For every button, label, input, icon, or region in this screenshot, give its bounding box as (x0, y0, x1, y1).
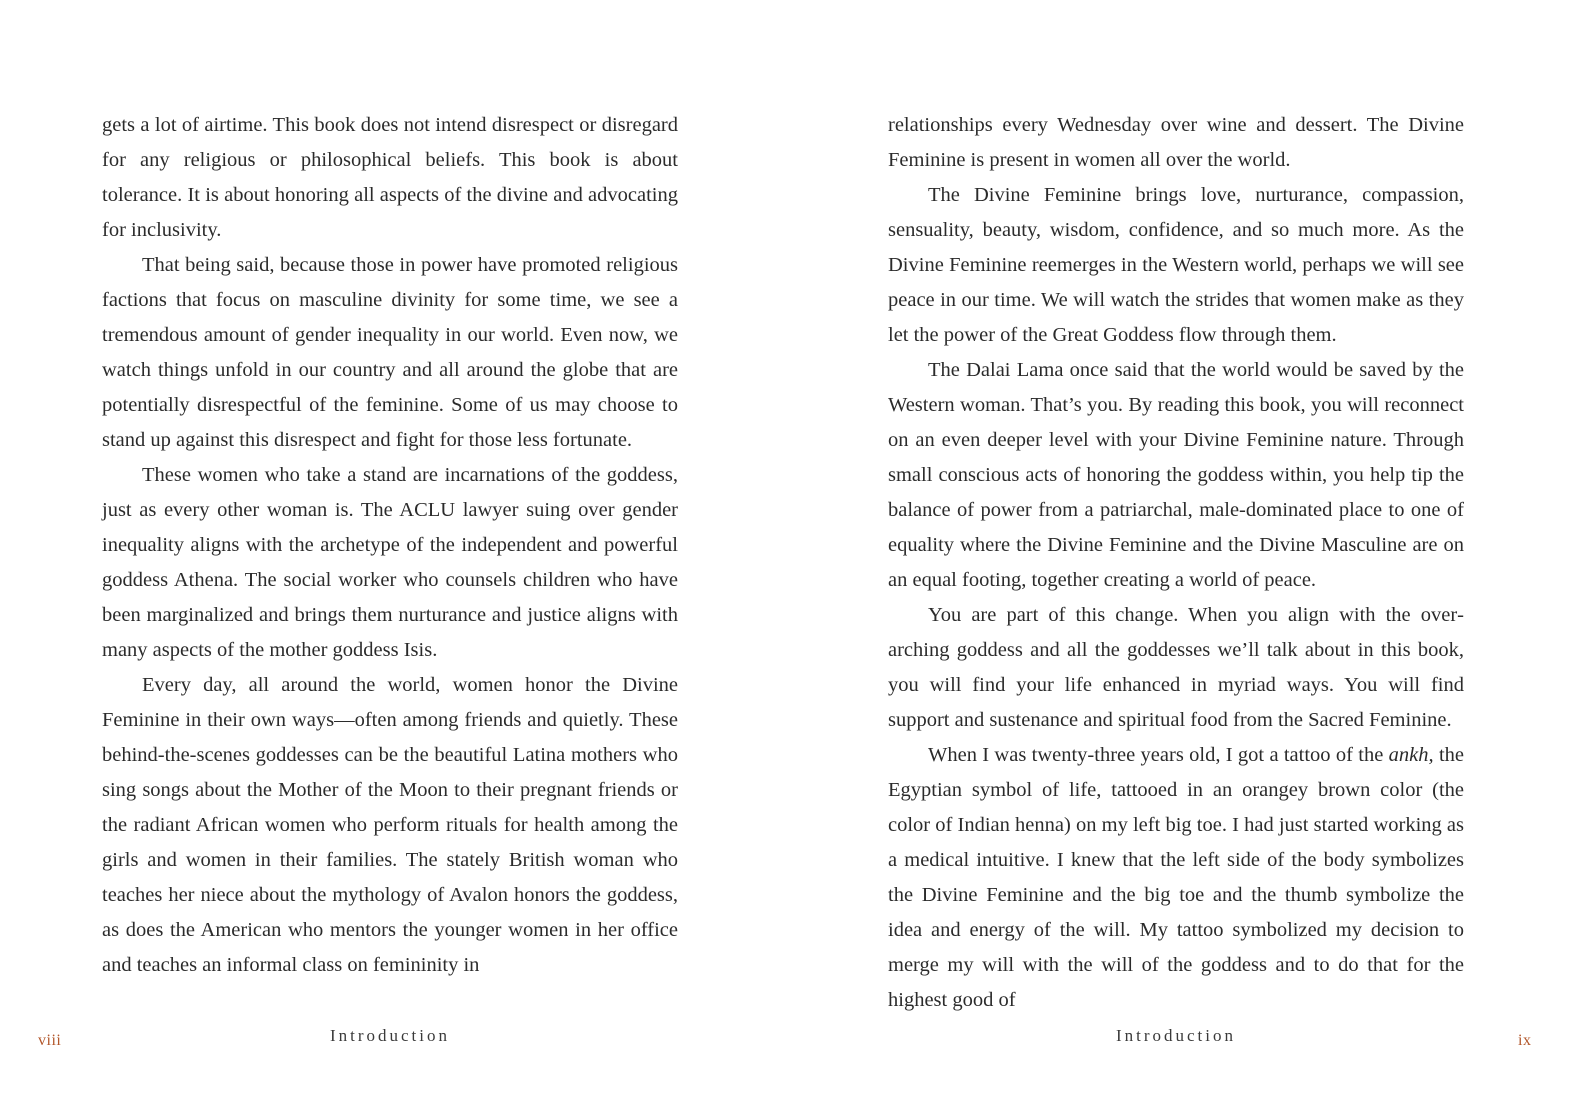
paragraph: You are part of this change. When you align with the overarching goddess and all the goddesses we’ll talk about in this book, you will find your life enhanced in myriad ways. You will find support and sustenance and spiritual food from the Sacred Feminine. (888, 604, 1464, 731)
paragraph: The Dalai Lama once said that the world would be saved by the Western woman. That’s you. By reading this book, you will reconnect on an even deeper level with your Divine Feminine nature. Through small conscious acts of honoring the goddess within, you help tip the balance of power from a patriarchal, male-dominated place to one of equality where the Divine Feminine and the Divine Masculine are on an equal footing, together creating a world of peace. (888, 359, 1464, 591)
right-page (798, 0, 1596, 1116)
paragraph: gets a lot of airtime. This book does not intend disrespect or disregard for any religious or philosophical beliefs. This book is about tolerance. It is about honoring all aspects of the divine and advocating for inclusivity. (102, 114, 678, 241)
paragraph: That being said, because those in power have promoted religious factions that focus on masculine divinity for some time, we see a tremendous amount of gender inequality in our world. Even now, we watch things unfold in our country and all around the globe that are potentially disrespectful of the feminine. Some of us may choose to stand up against this disrespect and fight for those less fortunate. (102, 254, 678, 451)
running-head: Introduction (329, 1026, 451, 1045)
paragraph: These women who take a stand are incarnations of the goddess, just as every other woman is. The ACLU lawyer suing over gender inequality aligns with the archetype of the independent and powerful goddess Athena. The social worker who counsels children who have been marginalized and brings them nurturance and justice aligns with many aspects of the mother goddess Isis. (102, 464, 678, 661)
page-number: viii (38, 1032, 62, 1049)
running-head: Introduction (1115, 1026, 1237, 1045)
right-page-text (888, 108, 1464, 1018)
paragraph-text: When I was twenty-three years old, I got a tattoo of the (928, 744, 1389, 766)
paragraph-text: the Egyptian symbol of life, tattooed in an orangey brown color (the color of Indian henna) on my left big toe. I had just started working as a medical intuitive. I knew that the left side of the body symbolizes the Divine Feminine and the big toe and the thumb symbolize the idea and energy of the will. My tattoo symbolized my decision to merge my will with the will of the goddess and to do that for the highest good of (888, 744, 1465, 1011)
italic-term: ankh, (1388, 744, 1434, 766)
paragraph: The Divine Feminine brings love, nurturance, compassion, sensuality, beauty, wisdom, confidence, and so much more. As the Divine Feminine reemerges in the Western world, perhaps we will see peace in our time. We will watch the strides that women make as they let the power of the Great Goddess flow through them. (888, 184, 1464, 346)
page-number: ix (1518, 1032, 1532, 1049)
paragraph: Every day, all around the world, women honor the Divine Feminine in their own ways—often among friends and quietly. These behind-the-scenes goddesses can be the beautiful Latina mothers who sing songs about the Mother of the Moon to their pregnant friends or the radiant African women who perform rituals for health among the girls and women in their families. The stately British woman who teaches her niece about the mythology of Avalon honors the goddess, as does the American who mentors the younger women in her office and teaches an informal class on femininity in (102, 674, 678, 976)
left-page-text (102, 108, 678, 983)
paragraph (888, 738, 1464, 1018)
paragraph: relationships every Wednesday over wine and dessert. The Divine Feminine is present in women all over the world. (888, 114, 1464, 171)
